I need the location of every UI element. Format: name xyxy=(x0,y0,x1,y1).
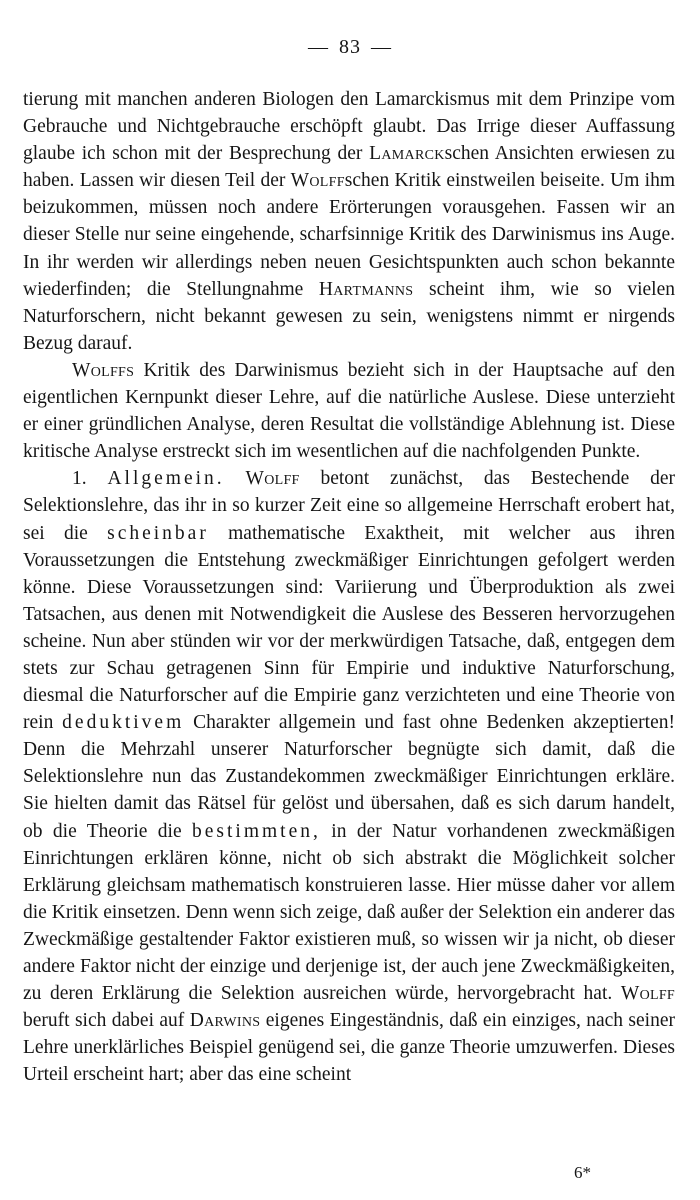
author-name-lamarck: Lamarck xyxy=(369,143,445,165)
text-run: scheint ihm, wie so vielen Naturforschern, nicht bekannt gewesen zu sein, wenigstens nimmt er nirgends Bezug darauf. xyxy=(23,278,675,354)
header-dash-left: — xyxy=(308,36,329,58)
header-dash-right: — xyxy=(371,36,392,58)
body-text xyxy=(23,86,675,1088)
author-name-wolff: Wolff xyxy=(620,983,675,1005)
text-run: beruft sich dabei auf xyxy=(23,1010,190,1032)
author-name-wolff: Wolff xyxy=(290,170,345,192)
paragraph-2 xyxy=(23,357,675,465)
author-name-wolff: Wolff xyxy=(245,468,300,490)
text-run: in der Natur vorhandenen zweckmäßigen Einrichtungen erklären könne, nicht ob sich abstrakt die Möglichkeit solcher Erklärung gleichsam mathematisch konstruieren lasse. Hier müsse daher vor allem die Kritik einsetzen. Denn wenn sich zeige, daß außer der Selektion ein anderer das Zweckmäßige gestaltender Faktor existieren muß, so wissen wir ja nicht, ob dieser andere Faktor nicht der einzige und derjenige ist, der auch jene Zweckmäßigkeiten, zu deren Erklärung die Selektion ausreichen würde, hervorgebracht hat. xyxy=(23,820,675,1005)
emphasis-scheinbar: scheinbar xyxy=(107,522,209,544)
emphasis-deduktivem: deduktivem xyxy=(62,712,185,734)
page-header xyxy=(0,36,700,59)
author-name-darwin: Darwins xyxy=(189,1010,261,1032)
text-run: eigenes Eingeständnis, daß ein einziges, nach seiner Lehre unerklärliches Beispiel genügend sei, die ganze Theorie umzuwerfen. Dieses Urteil erscheint hart; aber das eine scheint xyxy=(23,1010,675,1086)
section-number: 1. xyxy=(72,468,87,490)
text-run: betont zunächst, das Bestechende der Selektionslehre, das ihr in so kurzer Zeit eine so allgemeine Herrschaft erobert hat, sei die xyxy=(23,468,675,544)
paragraph-1 xyxy=(23,86,675,357)
text-run: schen Kritik einstweilen beiseite. Um ihm beizukommen, müssen noch andere Erörterungen vorausgehen. Fassen wir an dieser Stelle nur seine eingehende, scharfsinnige Kritik des Darwinismus ins Auge. In ihr werden wir allerdings neben neuen Gesichtspunkten auch schon bekannte wiederfinden; die Stellungnahme xyxy=(23,170,675,300)
signature-mark: 6* xyxy=(574,1163,591,1182)
text-run: Charakter allgemein und fast ohne Bedenken akzeptierten! Denn die Mehrzahl unserer Naturforscher begnügte sich damit, daß die Selektionslehre nun das Zustandekommen zweckmäßiger Einrichtungen erkläre. Sie hielten damit das Rätsel für gelöst und übersahen, daß es sich darum handelt, ob die Theorie die xyxy=(23,712,675,842)
page-number: 83 xyxy=(339,36,361,58)
author-name-wolff: Wolffs xyxy=(72,359,135,381)
author-name-hartmann: Hartmanns xyxy=(318,278,414,300)
text-run: Kritik des Darwinismus bezieht sich in der Hauptsache auf den eigentlichen Kernpunkt dieser Lehre, auf die natürliche Auslese. Diese unterzieht er einer gründlichen Analyse, deren Resultat die vollständige Ablehnung ist. Diese kritische Analyse erstreckt sich im wesentlichen auf die nachfolgenden Punkte. xyxy=(23,359,675,463)
text-run: mathematische Exaktheit, mit welcher aus ihren Voraussetzungen die Entstehung zweckmäßiger Einrichtungen gefolgert werden könne. Diese Voraussetzungen sind: Variierung und Überproduktion als zwei Tatsachen, aus denen mit Notwendigkeit die Auslese des Besseren hervorzugehen scheine. Nun aber stünden wir vor der merkwürdigen Tatsache, daß, entgegen dem stets zur Schau getragenen Sinn für Empirie und induktive Naturforschung, diesmal die Naturforscher auf die Empirie ganz verzichteten und eine Theorie von rein xyxy=(23,522,676,734)
emphasis-bestimmten: bestimmten, xyxy=(192,820,321,842)
text-run: tierung mit manchen anderen Biologen den Lamarckismus mit dem Prinzipe vom Gebrauche und Nichtgebrauche erschöpft glaubt. Das Irrige dieser Auffassung glaube ich schon mit der Besprechung der xyxy=(23,89,675,165)
paragraph-3 xyxy=(23,465,675,1088)
section-heading: Allgemein. xyxy=(107,468,225,490)
text-run: schen Ansichten erwiesen zu haben. Lassen wir diesen Teil der xyxy=(23,143,675,192)
